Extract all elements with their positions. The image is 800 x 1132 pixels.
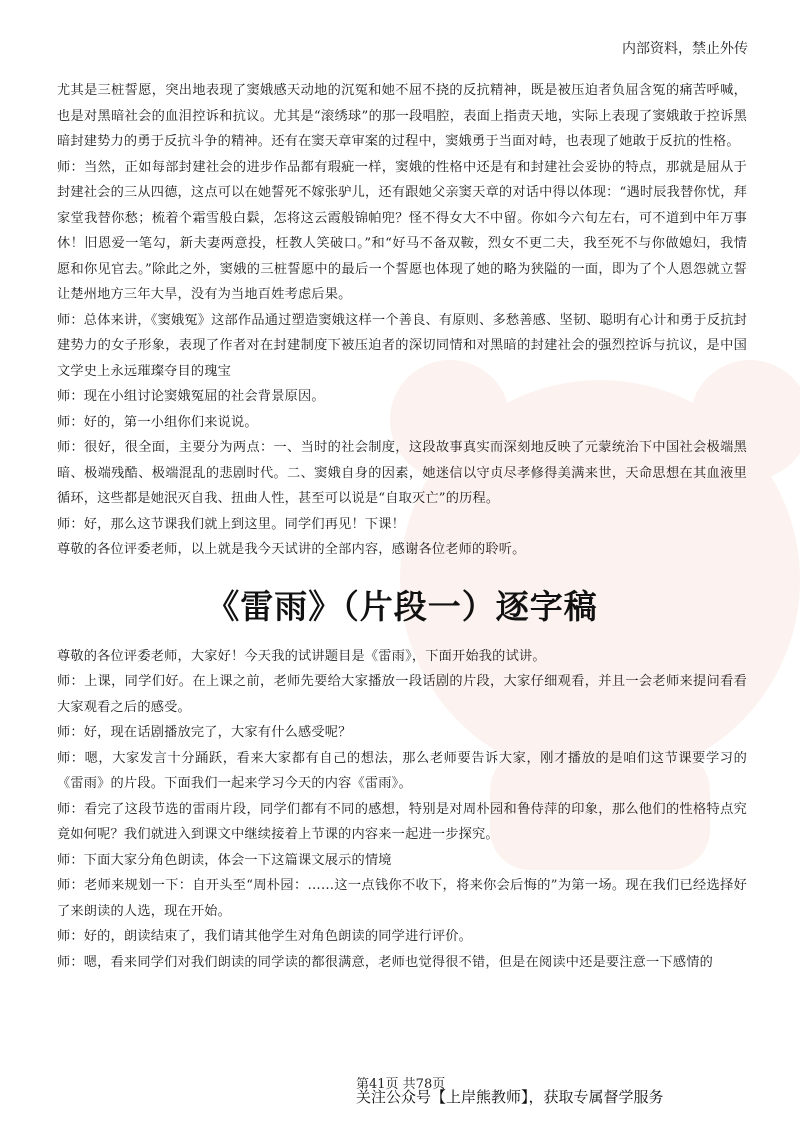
paragraph: 尊敬的各位评委老师，大家好！今天我的试讲题目是《雷雨》，下面开始我的试讲。	[57, 648, 546, 664]
document-body	[57, 78, 747, 975]
paragraph: 尤其是三桩誓愿，突出地表现了窦娥感天动地的沉冤和她不屈不挠的反抗精神，既是被压迫者负屈含冤的痛苦呼喊，也是对黑暗社会的血泪控诉和抗议。尤其是“滚绣球”的那一段唱腔，表面上指责天地，实际上表现了窦娥敢于控诉黑暗封建势力的勇于反抗斗争的精神。还有在窦天章审案的过程中，窦娥勇于当面对峙，也表现了她敢于反抗的性格。	[57, 83, 747, 149]
paragraph: 师：好，那么这节课我们就上到这里。同学们再见！下课！	[57, 516, 406, 532]
paragraph: 师：老师来规划一下：自开头至“周朴园：……这一点钱你不收下，将来你会后悔的”为第一场。现在我们已经选择好了来朗读的人选，现在开始。	[57, 878, 747, 919]
paragraph: 师：现在小组讨论窦娥冤屈的社会背景原因。	[57, 389, 325, 404]
footer-promo: 关注公众号【上岸熊教师】，获取专属督学服务	[356, 1088, 664, 1106]
paragraph: 师：当然，正如每部封建社会的进步作品都有瑕疵一样，窦娥的性格中还是有和封建社会妥协的特点，那就是屈从于封建社会的三从四德，这点可以在她誓死不嫁张驴儿，还有跟她父亲窦天章的对话中得以体现：“遇时辰我替你忧，拜家堂我替你愁；梳着个霜雪般白鬏，怎将这云霞般锦帕兜？怪不得女大不中留。你如今六旬左右，可不道到中年万事休！旧恩爱一笔勾，新夫妻两意投，枉教人笑破口。”和“好马不备双鞍，烈女不更二夫，我至死不与你做媳妇，我情愿和你见官去。”除此之外，窦娥的三桩誓愿中的最后一个誓愿也体现了她的略为狭隘的一面，即为了个人恩怨就立誓让楚州地方三年大旱，没有为当地百姓考虑后果。	[57, 159, 747, 302]
paragraph: 尊敬的各位评委老师，以上就是我今天试讲的全部内容，感谢各位老师的聆听。	[57, 542, 526, 557]
paragraph: 师：很好，很全面，主要分为两点：一、当时的社会制度，这段故事真实而深刻地反映了元蒙统治下中国社会极端黑暗、极端残酷、极端混乱的悲剧时代。二、窦娥自身的因素，她迷信以守贞尽孝修得美满来世，天命思想在其血液里循环，这些都是她泯灭自我、扭曲人性，甚至可以说是“自取灭亡”的历程。	[57, 440, 747, 506]
paragraph: 师：好的，第一小组你们来说说。	[57, 414, 258, 430]
paragraph: 师：下面大家分角色朗读，体会一下这篇课文展示的情境	[57, 852, 392, 868]
paragraph: 师：嗯，大家发言十分踊跃，看来大家都有自己的想法，那么老师要告诉大家，刚才播放的是咱们这节课要学习的《雷雨》的片段。下面我们一起来学习今天的内容《雷雨》。	[57, 750, 747, 791]
section-title: 《雷雨》（片段一）逐字稿	[206, 586, 598, 626]
paragraph: 师：总体来讲，《窦娥冤》这部作品通过塑造窦娥这样一个善良、有原则、多愁善感、坚韧、聪明有心计和勇于反抗封建势力的女子形象，表现了作者对在封建制度下被压迫者的深切同情和对黑暗的封建社会的强烈控诉与抗议，是中国文学史上永远璀璨夺目的瑰宝	[57, 312, 747, 379]
paragraph: 师：看完了这段节选的雷雨片段，同学们都有不同的感想，特别是对周朴园和鲁侍萍的印象，那么他们的性格特点究竟如何呢？我们就进入到课文中继续接着上节课的内容来一起进一步探究。	[57, 801, 747, 842]
paragraph: 师：上课，同学们好。在上课之前，老师先要给大家播放一段话剧的片段，大家仔细观看，并且一会老师来提问看看大家观看之后的感受。	[57, 674, 747, 715]
confidential-note: 内部资料，禁止外传	[622, 41, 748, 57]
paragraph: 师：好，现在话剧播放完了，大家有什么感受呢？	[57, 725, 352, 740]
paragraph: 师：嗯，看来同学们对我们朗读的同学读的都很满意，老师也觉得很不错，但是在阅读中还是要注意一下感情的	[57, 954, 713, 970]
page-number: 第41页 共78页	[356, 1077, 446, 1092]
paragraph: 师：好的，朗读结束了，我们请其他学生对角色朗读的同学进行评价。	[57, 929, 473, 944]
